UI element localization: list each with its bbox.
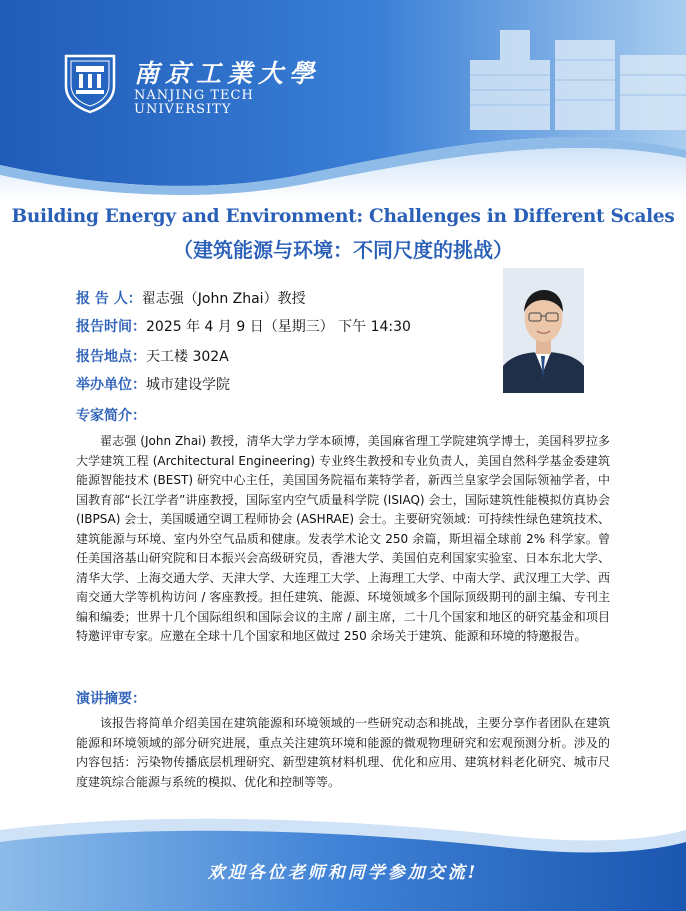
welcome-message: 欢迎各位老师和同学参加交流! xyxy=(207,863,479,883)
venue-label: 报告地点： xyxy=(76,349,146,365)
speaker-value: 翟志强（John Zhai）教授 xyxy=(141,291,306,307)
info-host xyxy=(76,374,230,394)
venue-value: 天工楼 302A xyxy=(146,349,229,365)
host-value: 城市建设学院 xyxy=(146,377,230,393)
abstract-section-title: 演讲摘要： xyxy=(76,691,146,707)
lecture-title-en: Building Energy and Environment: Challenges in Different Scales xyxy=(11,206,675,227)
university-name-cn: 南京工業大學 xyxy=(134,59,321,88)
speaker-label: 报 告 人： xyxy=(76,291,142,307)
speaker-portrait-icon xyxy=(503,268,584,393)
lecture-title-cn: （建筑能源与环境：不同尺度的挑战） xyxy=(173,238,513,262)
time-value: 2025 年 4 月 9 日（星期三） 下午 14:30 xyxy=(146,319,411,335)
footer-background xyxy=(0,790,686,911)
host-label: 举办单位： xyxy=(76,377,146,393)
info-venue xyxy=(76,346,229,366)
university-name-en-line1: NANJING TECH xyxy=(134,88,254,103)
info-speaker xyxy=(76,288,306,308)
university-emblem-icon xyxy=(62,52,118,114)
time-label: 报告时间： xyxy=(76,319,146,335)
bio-section-title: 专家简介： xyxy=(76,408,146,424)
footer-banner xyxy=(0,790,686,911)
info-time xyxy=(76,316,411,336)
bio-text: 翟志强 (John Zhai) 教授，清华大学力学本硕博，美国麻省理工学院建筑学博士，美国科罗拉多大学建筑工程 (Architectural Engineering) 专业终生教授和专业负责人，美国自然科学基金委建筑能源智能技术 (BEST) 研究中心主任，美国国务院福布莱特学者，新西兰皇家学会国际领袖学者，中国教育部“长江学者”讲座教授，国际室内空气质量科学院 (ISIAQ) 会士，国际建筑性能模拟仿真协会 (IBPSA) 会士，美国暖通空调工程师协会 (ASHRAE) 会士。主要研究领域：可持续性绿色建筑技术、建筑能源与环境、室内外空气品质和健康。发表学术论文 250 余篇，斯坦福全球前 2% 科学家。曾任美国洛基山研究院和日本振兴会高级研究员，香港大学、美国伯克利国家实验室、日本东北大学、清华大学、上海交通大学、天津大学、大连理工大学、上海理工大学、中南大学、武汉理工大学、西南交通大学等机构访问 / 客座教授。担任建筑、能源、环境领域多个国际顶级期刊的副主编、专刊主编和编委；世界十几个国际组织和国际会议的主席 / 副主席，二十几个国家和地区的研究基金和项目特邀评审专家。应邀在全球十几个国家和地区做过 250 余场关于建筑、能源和环境的特邀报告。 xyxy=(76,434,610,643)
university-name-en-line2: UNIVERSITY xyxy=(134,102,232,117)
abstract-text: 该报告将简单介绍美国在建筑能源和环境领域的一些研究动态和挑战，主要分享作者团队在建筑能源和环境领域的部分研究进展，重点关注建筑环境和能源的微观物理研究和宏观预测分析。涉及的内容包括：污染物传播底层机理研究、新型建筑材料机理、优化和应用、建筑材料老化研究、城市尺度建筑综合能源与系统的模拟、优化和控制等等。 xyxy=(76,716,610,789)
speaker-photo xyxy=(503,268,584,393)
